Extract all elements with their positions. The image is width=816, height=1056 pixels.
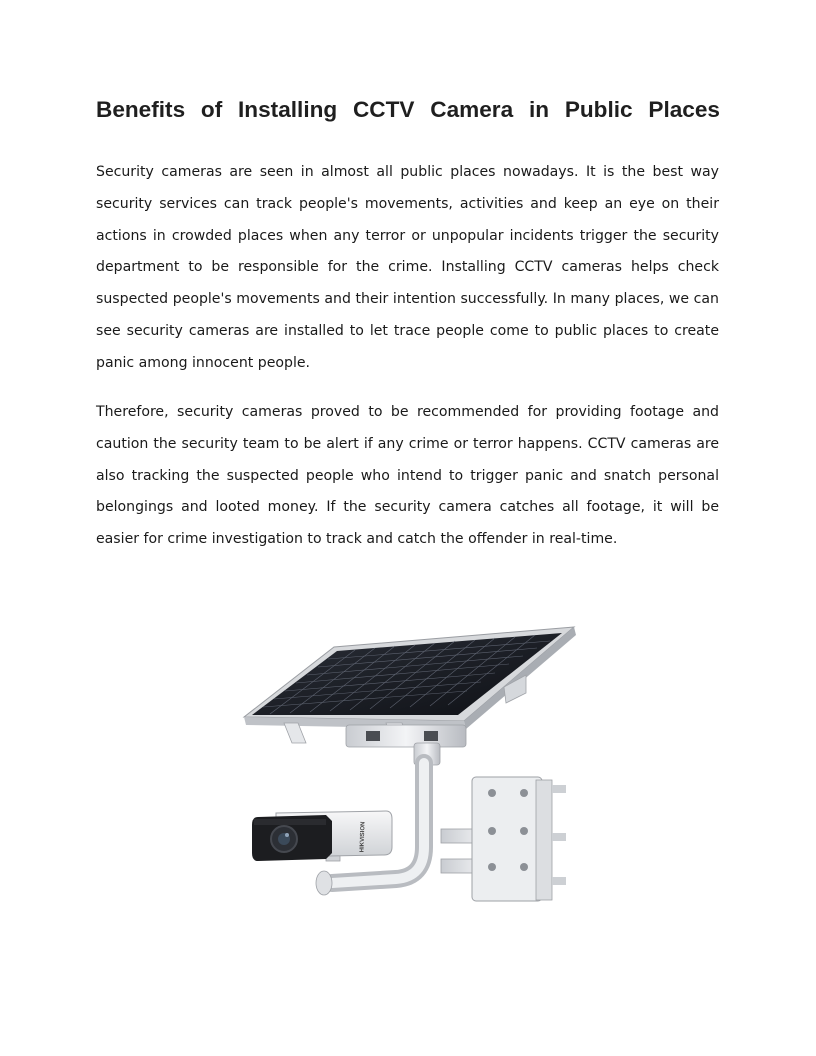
wall-bracket [441, 777, 566, 901]
paragraph-1: Security cameras are seen in almost all public places nowadays. It is the best way security services can track people's movements, activities and keep an eye on their actions in crowded places when any terror or unpopular incidents trigger the security department to be responsible for the crime. Installing CCTV cameras helps check suspected people's movements and their intention successfully. In many places, we can see security cameras are installed to let trace people come to public places to create panic among innocent people. [96, 164, 719, 371]
bullet-camera [252, 811, 392, 861]
page-title: Benefits of Installing CCTV Camera in Public Places [96, 97, 720, 122]
paragraph-2: Therefore, security cameras proved to be recommended for providing footage and caution the security team to be alert if any crime or terror happens. CCTV cameras are also tracking the suspected people who intend to trigger panic and snatch personal belongings and looted money. If the security camera catches all footage, it will be easier for crime investigation to track and catch the offender in real-time. [96, 404, 719, 548]
panel-bracket [346, 725, 466, 765]
camera-brand-label: HIKVISION [359, 821, 367, 853]
solar-cctv-camera-image [236, 615, 588, 925]
